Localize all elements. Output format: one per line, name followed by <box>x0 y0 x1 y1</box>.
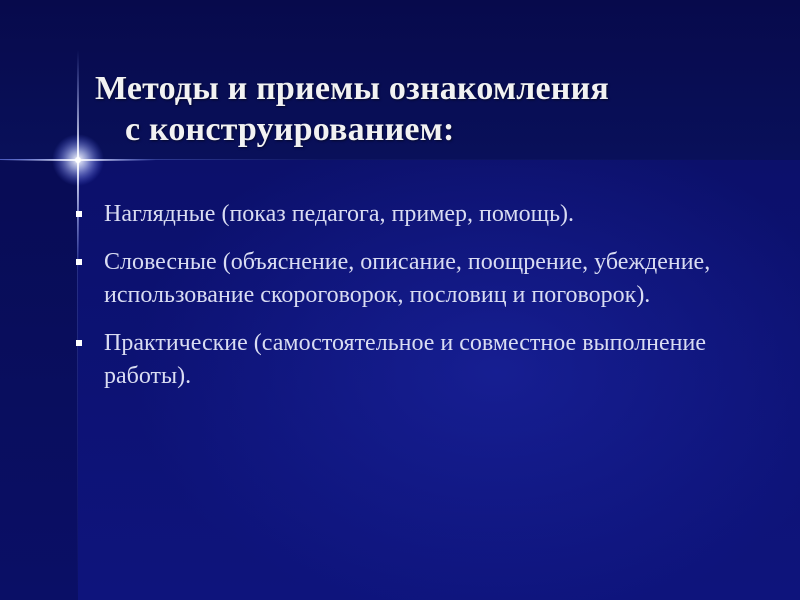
bullet-item-verbal <box>72 246 712 312</box>
square-bullet-icon <box>76 259 82 265</box>
title-line-1: Методы и приемы ознакомления <box>95 70 609 107</box>
bullet-text-verbal: Словесные (объяснение, описание, поощрение, убеждение, использование скороговорок, пословиц и поговорок). <box>104 249 711 308</box>
bullet-text-practical: Практические (самостоятельное и совместное выполнение работы). <box>104 330 707 389</box>
square-bullet-icon <box>76 340 82 346</box>
bullet-list <box>72 198 712 408</box>
square-bullet-icon <box>76 211 82 217</box>
bullet-item-practical <box>72 327 712 393</box>
bullet-text-visual: Наглядные (показ педагога, пример, помощь). <box>104 201 575 227</box>
title-line-2: с конструированием: <box>125 111 455 148</box>
slide-title <box>95 68 735 150</box>
bullet-item-visual <box>72 198 712 231</box>
